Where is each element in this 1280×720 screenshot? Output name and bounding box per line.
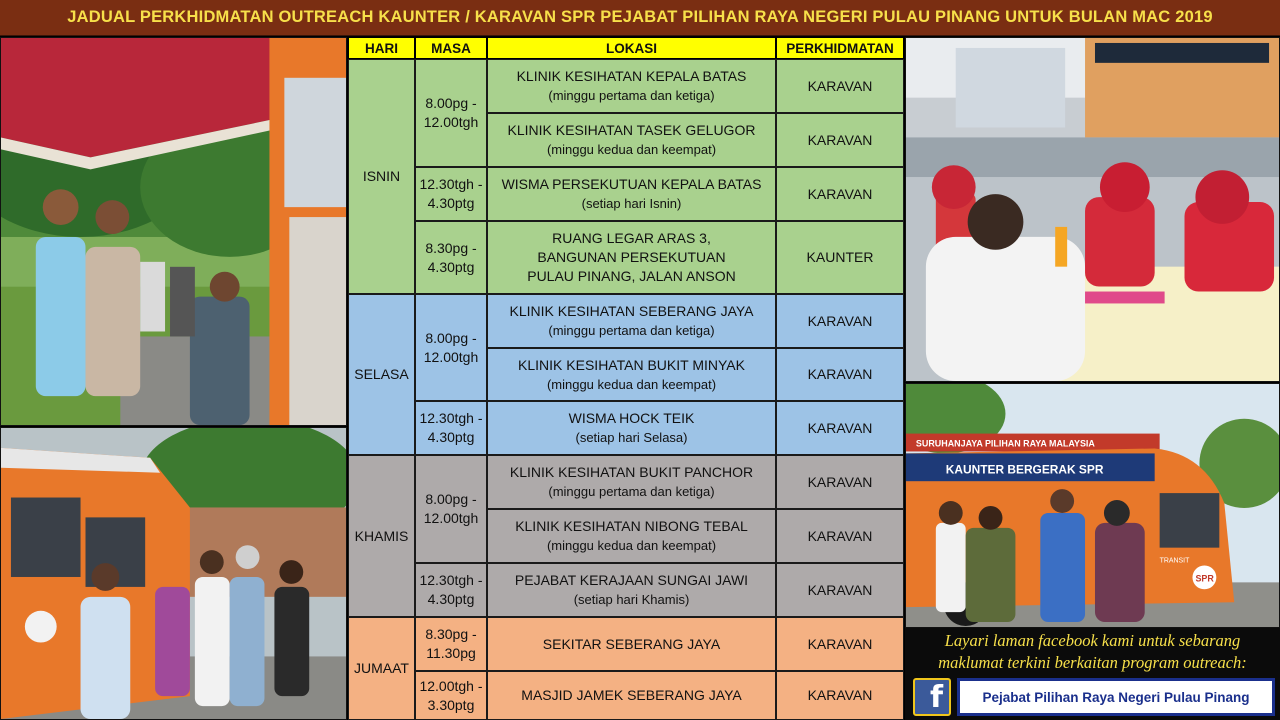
header-masa: MASA [415,37,487,59]
time-slot: 12.30tgh - 4.30ptg [415,401,487,455]
location-cell [487,59,776,113]
location-name: WISMA HOCK TEIK [568,410,695,426]
location-name: KLINIK KESIHATAN NIBONG TEBAL [515,518,748,534]
van-brand-text: TRANSIT [1159,557,1190,565]
location-name: KLINIK KESIHATAN KEPALA BATAS [516,68,747,84]
location-cell [487,455,776,509]
location-cell [487,113,776,167]
time-slot: 8.00pg - 12.00tgh [415,294,487,401]
service-cell: KARAVAN [776,455,904,509]
location-cell [487,563,776,617]
time-slot: 12.30tgh - 4.30ptg [415,167,487,221]
time-slot: 8.00pg - 12.00tgh [415,455,487,563]
day-khamis: KHAMIS [348,455,415,617]
service-cell: KARAVAN [776,617,904,671]
facebook-page-link[interactable]: Pejabat Pilihan Raya Negeri Pulau Pinang [957,678,1275,716]
location-cell: RUANG LEGAR ARAS 3, BANGUNAN PERSEKUTUAN PULAU PINANG, JALAN ANSON [487,221,776,294]
photo-crowd-at-van [0,427,347,720]
service-cell: KAUNTER [776,221,904,294]
location-note: (minggu kedua dan keempat) [546,142,717,157]
location-note: (minggu pertama dan ketiga) [548,484,715,499]
service-cell: KARAVAN [776,167,904,221]
location-name: PEJABAT KERAJAAN SUNGAI JAWI [514,572,749,588]
page-banner [0,0,1280,36]
location-cell [487,509,776,563]
header-hari: HARI [348,37,415,59]
location-note: (minggu pertama dan ketiga) [548,88,715,103]
promo-line-1: Layari laman facebook kami untuk sebarang [944,631,1241,650]
day-selasa: SELASA [348,294,415,455]
location-note: (minggu kedua dan keempat) [546,538,717,553]
location-cell [487,167,776,221]
schedule-table [348,37,904,720]
photo-officers-at-van [0,37,347,426]
spr-logo-text: SPR [1195,573,1214,584]
location-note: (minggu pertama dan ketiga) [548,323,715,338]
header-perkhidmatan: PERKHIDMATAN [776,37,904,59]
promo-line-2: maklumat terkini berkaitan program outreach: [938,653,1247,672]
service-cell: KARAVAN [776,401,904,455]
service-cell: KARAVAN [776,563,904,617]
van-sign-text: KAUNTER BERGERAK SPR [945,462,1104,477]
photo-mobile-counter-van [905,383,1280,628]
location-cell: MASJID JAMEK SEBERANG JAYA [487,671,776,720]
location-name: WISMA PERSEKUTUAN KEPALA BATAS [501,176,762,192]
header-lokasi: LOKASI [487,37,776,59]
day-jumaat: JUMAAT [348,617,415,720]
location-note: (setiap hari Selasa) [575,430,688,445]
service-cell: KARAVAN [776,671,904,720]
location-name: KLINIK KESIHATAN BUKIT PANCHOR [509,464,754,480]
banner-title: JADUAL PERKHIDMATAN OUTREACH KAUNTER / KARAVAN SPR PEJABAT PILIHAN RAYA NEGERI PULAU PINANG UNTUK BULAN MAC 2019 [67,8,1213,26]
facebook-icon-letter: f [929,680,943,715]
van-banner-text: SURUHANJAYA PILIHAN RAYA MALAYSIA [915,438,1095,449]
location-note: (setiap hari Isnin) [581,196,682,211]
time-slot: 8.30pg - 4.30ptg [415,221,487,294]
day-isnin: ISNIN [348,59,415,294]
location-name: KLINIK KESIHATAN TASEK GELUGOR [507,122,756,138]
service-cell: KARAVAN [776,113,904,167]
location-cell [487,401,776,455]
photo-counter-service [905,37,1280,382]
facebook-promo [905,628,1280,720]
time-slot: 12.00tgh - 3.30ptg [415,671,487,720]
location-cell: SEKITAR SEBERANG JAYA [487,617,776,671]
location-name: KLINIK KESIHATAN BUKIT MINYAK [518,356,745,373]
service-cell: KARAVAN [776,509,904,563]
location-note: (setiap hari Khamis) [573,592,690,607]
location-cell [487,348,776,401]
facebook-promo-text [905,630,1280,674]
time-slot: 8.30pg - 11.30pg [415,617,487,671]
time-slot: 12.30tgh - 4.30ptg [415,563,487,617]
service-cell: KARAVAN [776,294,904,348]
location-cell [487,294,776,348]
location-name: KLINIK KESIHATAN SEBERANG JAYA [509,303,754,319]
time-slot: 8.00pg - 12.00tgh [415,59,487,167]
facebook-icon[interactable] [913,678,951,716]
location-note: (minggu kedua dan keempat) [546,376,717,392]
service-cell: KARAVAN [776,59,904,113]
service-cell: KARAVAN [776,348,904,401]
